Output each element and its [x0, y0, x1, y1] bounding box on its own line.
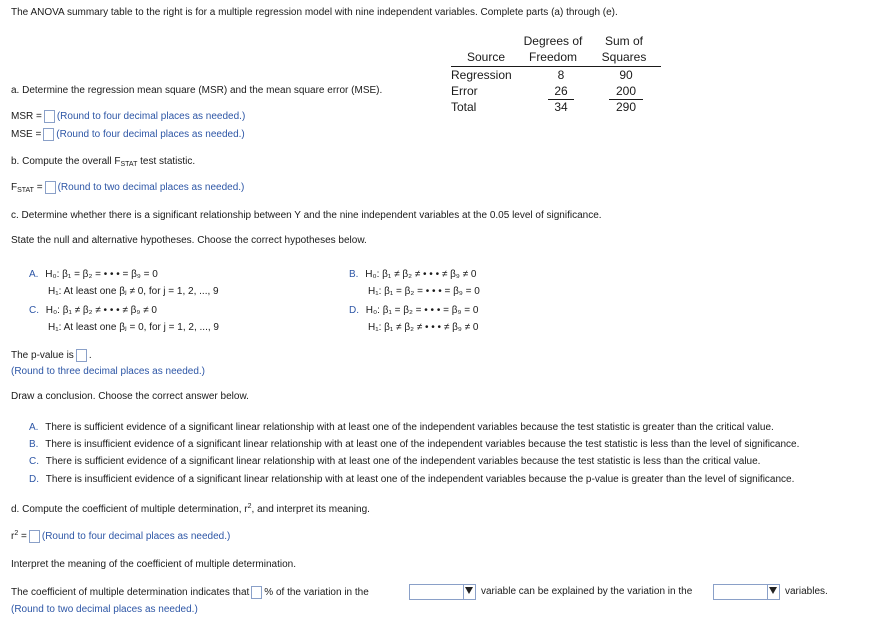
option-h1: H₁: β₁ = β₂ = • • • = β₉ = 0 — [368, 286, 480, 297]
option-h0: H₀: β₁ ≠ β₂ ≠ • • • ≠ β₉ ≠ 0 — [365, 269, 477, 280]
hypotheses-prompt: State the null and alternative hypotheses. Choose the correct hypotheses below. — [11, 235, 367, 246]
fstat-input[interactable] — [45, 181, 56, 194]
header-df-top: Degrees of — [523, 34, 583, 48]
msr-hint: (Round to four decimal places as needed.) — [56, 111, 246, 123]
part-a-prompt: a. Determine the regression mean square (MSR) and the mean square error (MSE). — [11, 85, 383, 96]
option-letter: C. — [29, 305, 39, 316]
part-d-prompt — [11, 503, 370, 515]
hypothesis-option-a[interactable] — [29, 266, 219, 300]
fstat-label-sub: STAT — [17, 187, 34, 195]
dependent-variable-select[interactable] — [409, 584, 476, 600]
percent-hint: (Round to two decimal places as needed.) — [11, 604, 198, 615]
select-divider — [767, 585, 768, 599]
mse-hint: (Round to four decimal places as needed.) — [56, 129, 245, 141]
fstat-label-eq: = — [33, 182, 43, 194]
pvalue-input[interactable] — [76, 349, 87, 362]
r2-row — [11, 530, 230, 543]
mse-row — [11, 128, 245, 141]
option-letter: D. — [349, 305, 359, 316]
option-h1: H₁: At least one βⱼ ≠ 0, for j = 1, 2, ..., 9 — [48, 286, 219, 297]
dropdown-arrow-icon — [465, 587, 473, 594]
option-h1: H₁: β₁ ≠ β₂ ≠ • • • ≠ β₉ ≠ 0 — [368, 322, 479, 333]
option-h1: H₁: At least one βⱼ = 0, for j = 1, 2, ..., 9 — [48, 322, 219, 333]
pvalue-end: . — [88, 350, 92, 362]
part-b-prompt — [11, 156, 195, 168]
part-b-prompt-sub: STAT — [120, 161, 138, 168]
part-b-prompt-end: test statistic. — [137, 156, 196, 167]
part-b-prompt-text: b. Compute the overall F — [11, 156, 121, 167]
interpret-text-1: The coefficient of multiple determination indicates that — [11, 587, 250, 599]
option-letter: A. — [29, 422, 39, 433]
part-d-prompt-end: , and interpret its meaning. — [251, 504, 370, 515]
option-letter: C. — [29, 456, 39, 467]
interpret-text-2: % of the variation in the — [264, 587, 369, 599]
fstat-hint: (Round to two decimal places as needed.) — [57, 182, 245, 194]
interpret-sentence-start — [11, 586, 369, 599]
conclusion-option-b[interactable] — [29, 439, 799, 450]
intro-text: The ANOVA summary table to the right is for a multiple regression model with nine independent variables. Complete parts (a) through (e). — [11, 7, 618, 18]
interpret-text-4: variables. — [785, 586, 828, 597]
option-h0: H₀: β₁ = β₂ = • • • = β₉ = 0 — [365, 305, 479, 316]
fstat-row — [11, 181, 244, 194]
row-ss: 290 — [615, 100, 637, 114]
hypothesis-option-d[interactable] — [349, 302, 478, 336]
row-source: Error — [451, 84, 478, 98]
row-ss: 90 — [619, 68, 633, 82]
option-letter: B. — [29, 439, 39, 450]
msr-input[interactable] — [44, 110, 55, 123]
row-df: 34 — [554, 100, 568, 114]
header-rule — [451, 66, 661, 67]
part-d-prompt-sup: 2 — [247, 503, 252, 510]
option-text: There is sufficient evidence of a significant linear relationship with at least one of the independent variables because the test statistic is greater than the critical value. — [45, 422, 774, 433]
r2-input[interactable] — [29, 530, 40, 543]
conclusion-option-c[interactable] — [29, 456, 760, 467]
hypothesis-option-c[interactable] — [29, 302, 219, 336]
option-text: There is sufficient evidence of a significant linear relationship with at least one of the independent variables because the test statistic is less than the critical value. — [45, 456, 761, 467]
hypothesis-option-b[interactable] — [349, 266, 480, 300]
r2-hint: (Round to four decimal places as needed.) — [41, 531, 231, 543]
option-text: There is insufficient evidence of a significant linear relationship with at least one of the independent variables because the test statistic is less than the level of significance. — [45, 439, 800, 450]
r2-label-eq: = — [18, 531, 27, 543]
part-d-prompt-text: d. Compute the coefficient of multiple determination, r — [11, 504, 248, 515]
conclusion-prompt: Draw a conclusion. Choose the correct answer below. — [11, 391, 249, 402]
interpret-prompt: Interpret the meaning of the coefficient of multiple determination. — [11, 559, 296, 570]
percent-input[interactable] — [251, 586, 262, 599]
header-df-bottom: Freedom — [528, 50, 578, 64]
select-divider — [463, 585, 464, 599]
independent-variables-select[interactable] — [713, 584, 780, 600]
mse-input[interactable] — [43, 128, 54, 141]
option-letter: B. — [349, 269, 359, 280]
msr-label: MSR = — [11, 111, 42, 123]
option-letter: A. — [29, 269, 39, 280]
r2-label-sup: 2 — [14, 530, 19, 538]
pvalue-label: The p-value is — [11, 350, 74, 362]
option-h0: H₀: β₁ ≠ β₂ ≠ • • • ≠ β₉ ≠ 0 — [45, 305, 157, 316]
option-text: There is insufficient evidence of a significant linear relationship with at least one of the independent variables because the p-value is greater than the level of significance. — [45, 474, 795, 485]
dropdown-arrow-icon — [769, 587, 777, 594]
msr-row — [11, 110, 245, 123]
pvalue-hint: (Round to three decimal places as needed.) — [11, 366, 206, 377]
part-c-prompt: c. Determine whether there is a significant relationship between Y and the nine independent variables at the 0.05 level of significance. — [11, 210, 602, 221]
conclusion-option-a[interactable] — [29, 422, 774, 433]
pvalue-row — [11, 349, 92, 362]
row-source: Regression — [451, 68, 512, 82]
fstat-label: F — [11, 182, 18, 194]
row-ss: 200 — [615, 84, 637, 98]
row-source: Total — [451, 100, 477, 114]
row-df: 8 — [557, 68, 565, 82]
r2-label: r — [11, 531, 15, 543]
conclusion-option-d[interactable] — [29, 474, 794, 485]
header-ss-top: Sum of — [604, 34, 643, 48]
option-h0: H₀: β₁ = β₂ = • • • = β₉ = 0 — [45, 269, 158, 280]
interpret-text-3: variable can be explained by the variation in the — [481, 586, 693, 597]
header-ss-bottom: Squares — [601, 50, 647, 64]
header-source: Source — [466, 50, 506, 64]
row-df: 26 — [554, 84, 568, 98]
mse-label: MSE = — [11, 129, 42, 141]
option-letter: D. — [29, 474, 39, 485]
